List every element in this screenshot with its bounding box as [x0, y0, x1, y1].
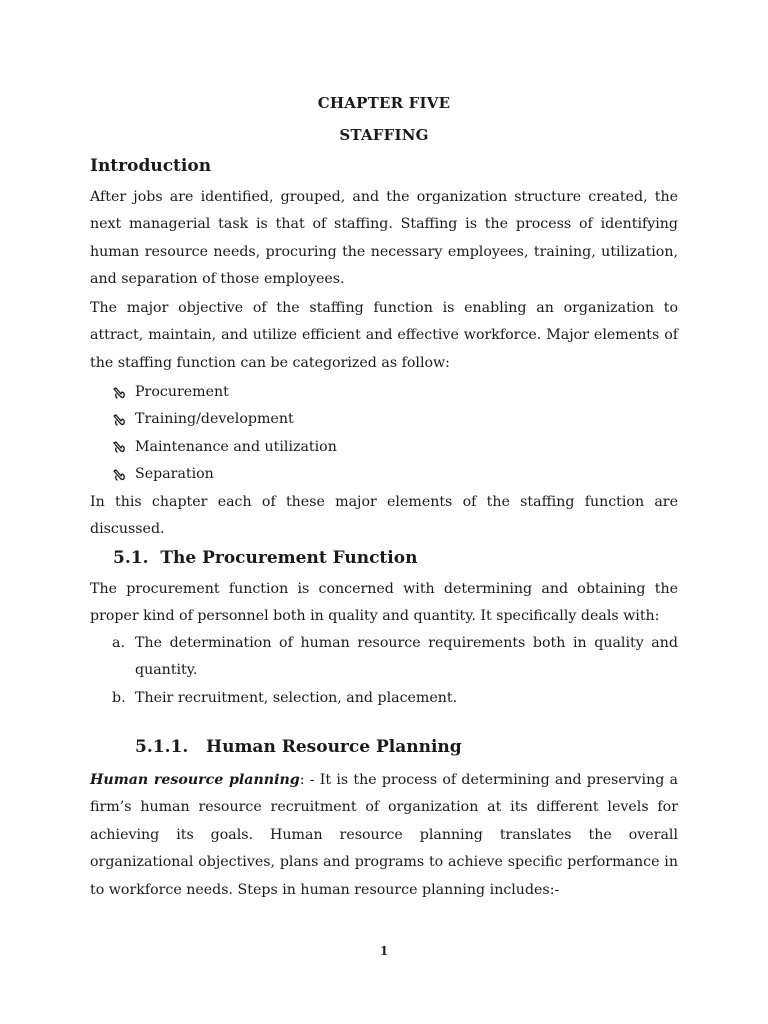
list-item — [112, 630, 678, 685]
section-number: 5.1. — [113, 548, 149, 568]
introduction-paragraph-2: The major objective of the staffing function is enabling an organization to attract, maintain, and utilize efficient and effective workforce. Major elements of the staffing function can be categorized as follow: — [90, 300, 678, 371]
introduction-heading: Introduction — [90, 156, 212, 176]
list-item-text: Their recruitment, selection, and placement. — [135, 689, 458, 706]
chapter-number-title: CHAPTER FIVE — [317, 94, 451, 112]
list-item — [112, 379, 678, 406]
list-item-label: Maintenance and utilization — [135, 438, 337, 455]
section-number: 5.1.1. — [135, 737, 189, 757]
hand-pointer-icon — [112, 440, 126, 454]
chapter-title: STAFFING — [339, 126, 429, 144]
list-item — [112, 461, 678, 488]
section-5-1-1-heading — [135, 737, 462, 757]
definition-text: : - It is the process of determining and preserving a firm’s human resource recruitment of organization at its different levels for achieving its goals. Human resource planning translates the overall organizational objectives, plans and programs to achieve specific performance in to workforce needs. Steps in human resource planning includes:- — [90, 772, 678, 898]
list-item — [112, 434, 678, 461]
list-item — [112, 406, 678, 433]
list-marker: b. — [112, 689, 126, 706]
hand-pointer-icon — [112, 468, 126, 482]
introduction-paragraph-3: In this chapter each of these major elements of the staffing function are discussed. — [90, 494, 678, 538]
list-marker: a. — [112, 635, 125, 651]
list-item-label: Separation — [135, 466, 214, 483]
section-title: The Procurement Function — [160, 548, 418, 568]
procurement-list — [112, 630, 678, 712]
hand-pointer-icon — [112, 386, 126, 400]
list-item-text: The determination of human resource requirements both in quality and quantity. — [135, 635, 678, 679]
defined-term: Human resource planning — [90, 772, 300, 788]
list-item — [112, 685, 678, 712]
procurement-paragraph: The procurement function is concerned with determining and obtaining the proper kind of personnel both in quality and quantity. It specifically deals with: — [90, 581, 678, 625]
staffing-elements-list — [112, 379, 678, 489]
section-title: Human Resource Planning — [206, 737, 462, 757]
introduction-paragraph-1: After jobs are identified, grouped, and the organization structure created, the next managerial task is that of staffing. Staffing is the process of identifying human resource needs, procuring the necessary employees, training, utilization, and separation of those employees. — [90, 189, 678, 288]
hr-planning-paragraph — [90, 767, 678, 904]
section-5-1-heading — [113, 548, 417, 568]
list-item-label: Procurement — [135, 384, 229, 400]
hand-pointer-icon — [112, 413, 126, 427]
list-item-label: Training/development — [135, 411, 294, 428]
page-number: 1 — [379, 944, 389, 958]
